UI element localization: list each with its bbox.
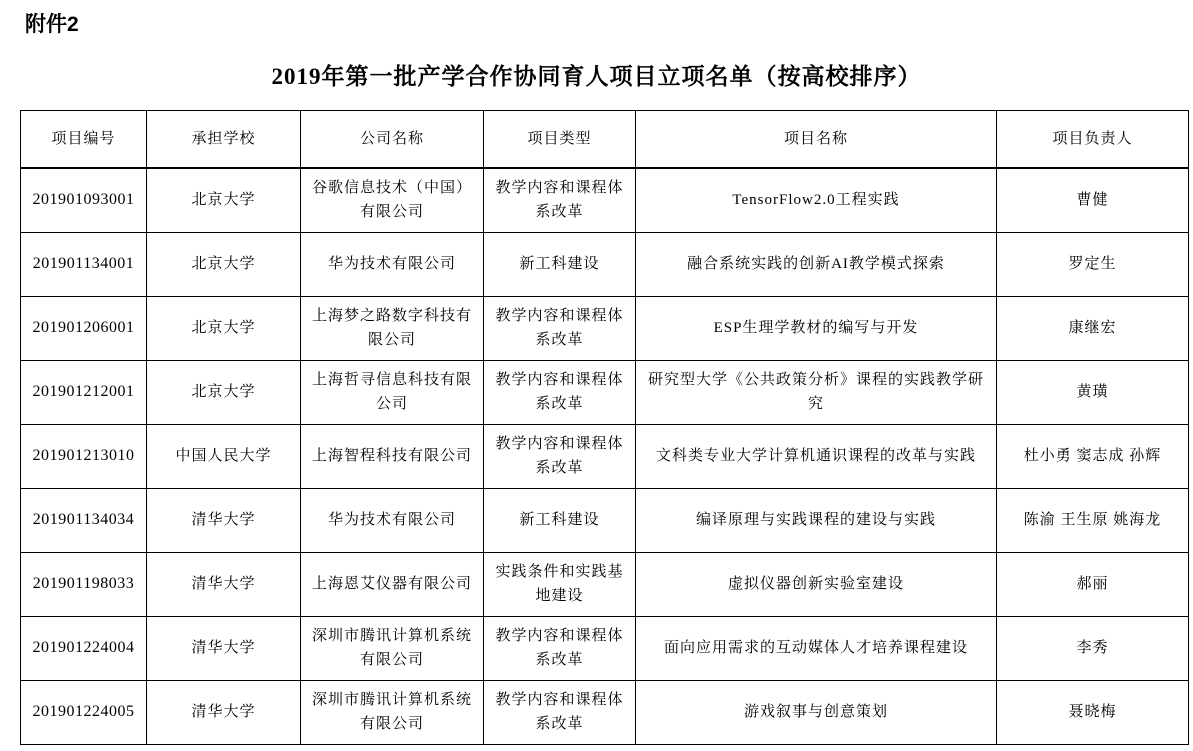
cell-project-id: 201901134001: [21, 232, 147, 296]
cell-project-type: 新工科建设: [484, 488, 636, 552]
table-row: [21, 616, 1189, 680]
column-header-project-id: 项目编号: [21, 111, 147, 169]
cell-company: 华为技术有限公司: [301, 488, 484, 552]
column-header-leader: 项目负责人: [997, 111, 1189, 169]
cell-project-type: 新工科建设: [484, 232, 636, 296]
cell-project-name: 研究型大学《公共政策分析》课程的实践教学研究: [636, 360, 997, 424]
column-header-company: 公司名称: [301, 111, 484, 169]
cell-leader: 康继宏: [997, 296, 1189, 360]
cell-school: 清华大学: [147, 488, 301, 552]
cell-project-id: 201901212001: [21, 360, 147, 424]
cell-project-id: 201901134034: [21, 488, 147, 552]
cell-school: 北京大学: [147, 232, 301, 296]
cell-project-name: TensorFlow2.0工程实践: [636, 168, 997, 232]
cell-leader: 罗定生: [997, 232, 1189, 296]
table-row: [21, 360, 1189, 424]
cell-project-type: 实践条件和实践基地建设: [484, 552, 636, 616]
table-header-row: [21, 111, 1189, 169]
cell-school: 清华大学: [147, 680, 301, 744]
table-row: [21, 680, 1189, 744]
cell-project-id: 201901093001: [21, 168, 147, 232]
table-row: [21, 296, 1189, 360]
cell-school: 北京大学: [147, 296, 301, 360]
cell-project-id: 201901206001: [21, 296, 147, 360]
table-row: [21, 424, 1189, 488]
cell-project-type: 教学内容和课程体系改革: [484, 296, 636, 360]
cell-school: 北京大学: [147, 360, 301, 424]
cell-company: 上海梦之路数字科技有限公司: [301, 296, 484, 360]
cell-company: 上海智程科技有限公司: [301, 424, 484, 488]
cell-leader: 聂晓梅: [997, 680, 1189, 744]
cell-school: 中国人民大学: [147, 424, 301, 488]
table-row: [21, 168, 1189, 232]
column-header-school: 承担学校: [147, 111, 301, 169]
cell-project-id: 201901224005: [21, 680, 147, 744]
cell-leader: 郝丽: [997, 552, 1189, 616]
cell-company: 上海哲寻信息科技有限公司: [301, 360, 484, 424]
cell-project-name: 编译原理与实践课程的建设与实践: [636, 488, 997, 552]
table-row: [21, 488, 1189, 552]
cell-project-name: ESP生理学教材的编写与开发: [636, 296, 997, 360]
cell-school: 清华大学: [147, 552, 301, 616]
table-row: [21, 232, 1189, 296]
cell-project-type: 教学内容和课程体系改革: [484, 616, 636, 680]
cell-school: 清华大学: [147, 616, 301, 680]
cell-leader: 曹健: [997, 168, 1189, 232]
cell-leader: 李秀: [997, 616, 1189, 680]
cell-company: 深圳市腾讯计算机系统有限公司: [301, 616, 484, 680]
table-row: [21, 552, 1189, 616]
cell-company: 华为技术有限公司: [301, 232, 484, 296]
cell-project-name: 游戏叙事与创意策划: [636, 680, 997, 744]
cell-project-id: 201901213010: [21, 424, 147, 488]
cell-leader: 黄璜: [997, 360, 1189, 424]
cell-school: 北京大学: [147, 168, 301, 232]
cell-company: 上海恩艾仪器有限公司: [301, 552, 484, 616]
cell-project-type: 教学内容和课程体系改革: [484, 168, 636, 232]
cell-project-name: 文科类专业大学计算机通识课程的改革与实践: [636, 424, 997, 488]
cell-company: 谷歌信息技术（中国）有限公司: [301, 168, 484, 232]
cell-project-type: 教学内容和课程体系改革: [484, 680, 636, 744]
cell-project-name: 虚拟仪器创新实验室建设: [636, 552, 997, 616]
cell-project-name: 融合系统实践的创新AI教学模式探索: [636, 232, 997, 296]
cell-project-id: 201901198033: [21, 552, 147, 616]
column-header-project-name: 项目名称: [636, 111, 997, 169]
document-title: 2019年第一批产学合作协同育人项目立项名单（按高校排序）: [271, 64, 922, 89]
cell-project-type: 教学内容和课程体系改革: [484, 360, 636, 424]
attachment-label: 附件2: [25, 13, 79, 36]
cell-project-type: 教学内容和课程体系改革: [484, 424, 636, 488]
column-header-project-type: 项目类型: [484, 111, 636, 169]
cell-project-name: 面向应用需求的互动媒体人才培养课程建设: [636, 616, 997, 680]
cell-leader: 杜小勇 窦志成 孙辉: [997, 424, 1189, 488]
projects-table: [20, 110, 1189, 745]
cell-project-id: 201901224004: [21, 616, 147, 680]
cell-company: 深圳市腾讯计算机系统有限公司: [301, 680, 484, 744]
cell-leader: 陈渝 王生原 姚海龙: [997, 488, 1189, 552]
